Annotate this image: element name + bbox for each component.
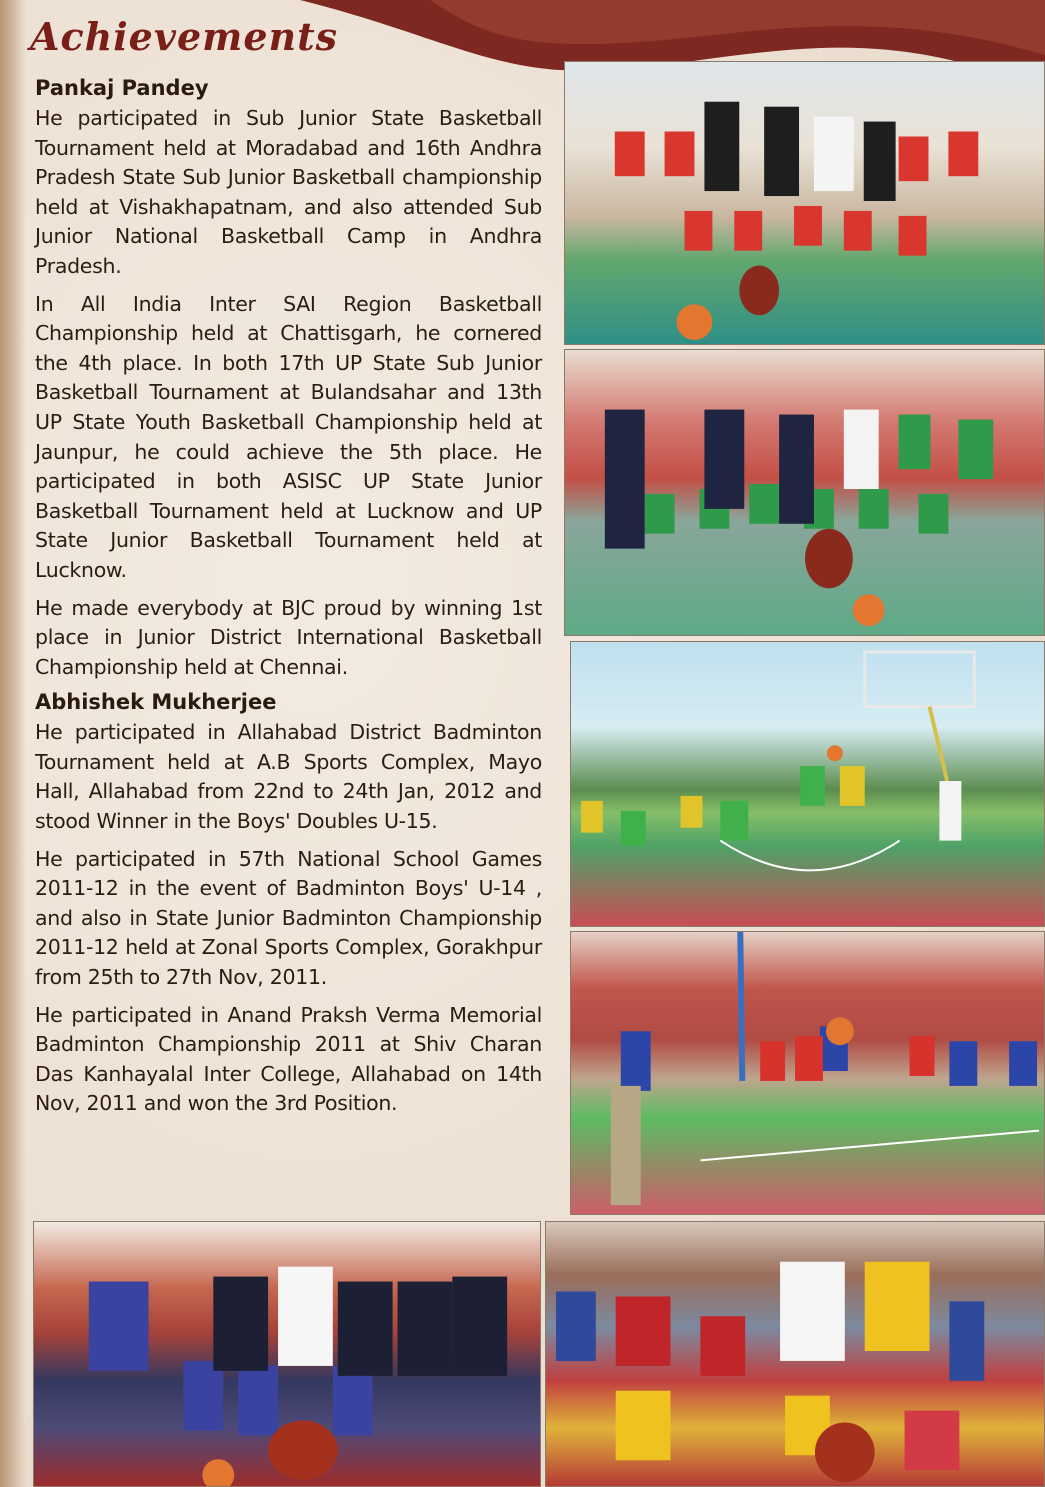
section-heading-abhishek: Abhishek Mukherjee bbox=[35, 690, 277, 715]
paragraph: He participated in Allahabad District Badminton Tournament held at A.B Sports Complex, Mayo Hall, Allahabad from 22nd to 24th Jan, 2012 and stood Winner in the Boys' Doubles U-15. bbox=[35, 720, 542, 834]
team-photo-boys-shield bbox=[545, 1221, 1045, 1487]
paragraph: He made everybody at BJC proud by winning 1st place in Junior District International Basketball Championship held at Chennai. bbox=[35, 595, 542, 679]
left-edge-texture bbox=[0, 0, 26, 1487]
page-title: Achievements bbox=[30, 14, 339, 59]
team-photo-boys-trophy bbox=[564, 349, 1045, 636]
paragraph: In All India Inter SAI Region Basketball Championship held at Chattisgarh, he cornered the 4th place. In both 17th UP State Sub Junior Basketball Tournament at Bulandsahar and 13th UP State Youth Basketball Championship held at Jaunpur, he could achieve the 5th place. He participated in both ASISC UP State Junior Basketball Tournament held at Lucknow and UP State Junior Basketball Tournament held at Lucknow. bbox=[35, 291, 542, 582]
paragraph: He participated in Sub Junior State Basketball Tournament held at Moradabad and 16th Andhra Pradesh State Sub Junior Basketball championship held at Vishakhapatnam, and also attended Sub Junior National Basketball Camp in Andhra Pradesh. bbox=[35, 106, 542, 278]
section-heading-pankaj: Pankaj Pandey bbox=[35, 76, 209, 100]
basketball-game-photo bbox=[570, 641, 1045, 927]
paragraph: He participated in Anand Praksh Verma Memorial Badminton Championship 2011 at Shiv Charan Das Kanhayalal Inter College, Allahabad on 14th Nov, 2011 and won the 3rd Position. bbox=[35, 1002, 542, 1116]
basketball-girls-game-photo bbox=[570, 931, 1045, 1215]
team-photo-girls-trophy bbox=[564, 61, 1045, 345]
text-column bbox=[35, 76, 542, 1127]
team-photo-girls-blazers bbox=[33, 1221, 541, 1487]
paragraph: He participated in 57th National School Games 2011-12 in the event of Badminton Boys' U-14 , and also in State Junior Badminton Championship 2011-12 held at Zonal Sports Complex, Gorakhpur from 25th to 27th Nov, 2011. bbox=[35, 846, 542, 990]
